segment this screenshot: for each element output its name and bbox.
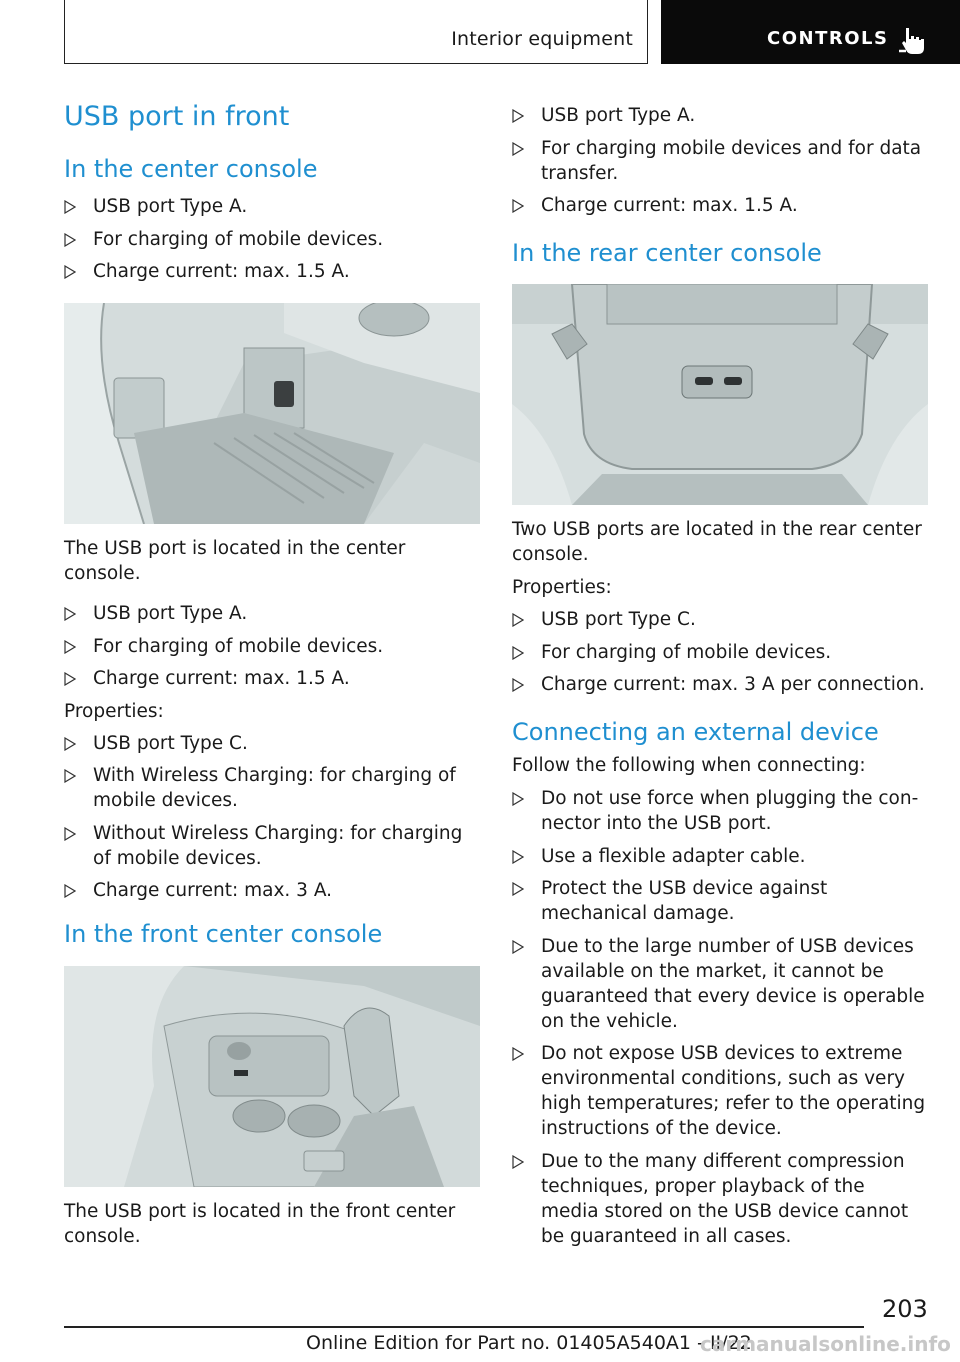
rear-center-console-photo: [512, 284, 928, 505]
list-item: [512, 607, 928, 632]
triangle-bullet-icon: [512, 199, 524, 213]
list-item-text: For charging of mobile devices.: [93, 228, 384, 250]
triangle-bullet-icon: [512, 613, 524, 627]
triangle-bullet-icon: [512, 850, 524, 864]
list-item-text: Charge current: max. 3 A.: [93, 880, 333, 901]
list-item: [512, 136, 928, 186]
center-console-heading: In the center console: [64, 155, 318, 183]
front-center-console-caption: The USB port is located in the front center console.: [64, 1201, 456, 1247]
list-item: [64, 259, 480, 284]
triangle-bullet-icon: [512, 109, 524, 123]
header-section-box: [64, 0, 648, 64]
left-column: [64, 98, 480, 1249]
list-item-text: Charge current: max. 1.5 A.: [93, 261, 350, 282]
triangle-bullet-icon: [512, 1155, 524, 1169]
footer-edition: Online Edition for Part no. 01405A540A1 - II/22: [306, 1332, 752, 1354]
list-item-text: Do not use force when plugging the connector into the USB port.: [541, 788, 919, 834]
triangle-bullet-icon: [64, 884, 76, 898]
rear-properties-list: [512, 607, 928, 697]
triangle-bullet-icon: [64, 265, 76, 279]
triangle-bullet-icon: [64, 233, 76, 247]
rear-console-heading: In the rear center console: [512, 239, 822, 267]
front-center-console-heading: In the front center console: [64, 920, 383, 948]
list-item: [512, 1149, 928, 1249]
triangle-bullet-icon: [64, 200, 76, 214]
list-item: [512, 786, 928, 836]
list-item: [512, 876, 928, 926]
list-item: [64, 227, 480, 252]
list-item: [64, 666, 480, 691]
external-device-list: [512, 786, 928, 1249]
list-item: [64, 731, 480, 756]
list-item-text: Charge current: max. 1.5 A.: [541, 195, 798, 216]
header-section-title: Interior equipment: [451, 28, 633, 50]
hand-pointer-icon: [897, 24, 929, 56]
triangle-bullet-icon: [64, 769, 76, 783]
triangle-bullet-icon: [64, 737, 76, 751]
list-item: [512, 672, 928, 697]
list-item-text: USB port Type A.: [93, 196, 248, 217]
triangle-bullet-icon: [512, 678, 524, 692]
triangle-bullet-icon: [64, 827, 76, 841]
header-chapter-title: CONTROLS: [767, 28, 889, 49]
center-console-list-2: [64, 601, 480, 691]
rear-console-caption: Two USB ports are located in the rear center console.: [512, 519, 922, 565]
header-chapter-box: [661, 0, 960, 64]
list-item: [512, 844, 928, 869]
list-item-text: Without Wireless Charging: for charging of mobile devices.: [93, 822, 463, 869]
list-item: [64, 878, 480, 903]
center-console-photo: [64, 303, 480, 524]
list-item-text: USB port Type C.: [93, 732, 248, 754]
section-title: USB port in front: [64, 101, 290, 132]
footer-divider: [64, 1326, 864, 1328]
list-item-text: With Wireless Charging: for charging of mobile devices.: [93, 765, 456, 811]
front-center-console-photo: [64, 966, 480, 1187]
list-item-text: USB port Type A.: [93, 603, 248, 624]
watermark: carmanualsonline.info: [700, 1332, 951, 1356]
center-console-caption: The USB port is located in the center console.: [64, 538, 406, 584]
list-item-text: For charging of mobile devices.: [541, 641, 832, 663]
list-item: [512, 1041, 928, 1141]
rear-properties-label: Properties:: [512, 577, 612, 598]
properties-label: Properties:: [64, 700, 164, 722]
properties-list: [64, 731, 480, 904]
list-item: [512, 103, 928, 128]
triangle-bullet-icon: [64, 640, 76, 654]
list-item-text: Use a flexible adapter cable.: [541, 845, 806, 867]
right-column: [512, 98, 928, 1256]
list-item: [512, 934, 928, 1034]
list-item: [64, 763, 480, 813]
triangle-bullet-icon: [64, 607, 76, 621]
list-item: [64, 601, 480, 626]
list-item-text: Charge current: max. 3 A per connection.: [541, 674, 925, 695]
external-device-heading: Connecting an external device: [512, 718, 879, 746]
list-item: [64, 634, 480, 659]
list-item-text: Due to the large number of USB devices available on the market, it cannot be guaranteed that every device is operable on the vehicle.: [541, 935, 925, 1032]
right-top-list: [512, 103, 928, 218]
list-item-text: Protect the USB device against mechanical damage.: [541, 878, 828, 924]
list-item-text: Charge current: max. 1.5 A.: [93, 668, 350, 689]
list-item: [512, 640, 928, 665]
external-device-intro: Follow the following when connecting:: [512, 755, 866, 776]
triangle-bullet-icon: [512, 646, 524, 660]
triangle-bullet-icon: [512, 882, 524, 896]
triangle-bullet-icon: [512, 1047, 524, 1061]
list-item: [64, 194, 480, 219]
list-item-text: USB port Type A.: [541, 105, 696, 126]
triangle-bullet-icon: [512, 792, 524, 806]
page-number: 203: [882, 1295, 928, 1323]
list-item-text: Due to the many different compression techniques, proper playback of the media stored on the USB device cannot be guaranteed in all cases.: [541, 1150, 909, 1247]
list-item-text: For charging mobile devices and for data transfer.: [541, 137, 922, 184]
center-console-list: [64, 194, 480, 284]
list-item-text: USB port Type C.: [541, 609, 696, 630]
list-item-text: For charging of mobile devices.: [93, 635, 384, 657]
triangle-bullet-icon: [512, 940, 524, 954]
list-item: [64, 821, 480, 871]
list-item: [512, 193, 928, 218]
triangle-bullet-icon: [512, 142, 524, 156]
list-item-text: Do not expose USB devices to extreme environmental conditions, such as very high temperatures; refer to the operating instructions of the device.: [541, 1043, 926, 1139]
triangle-bullet-icon: [64, 672, 76, 686]
